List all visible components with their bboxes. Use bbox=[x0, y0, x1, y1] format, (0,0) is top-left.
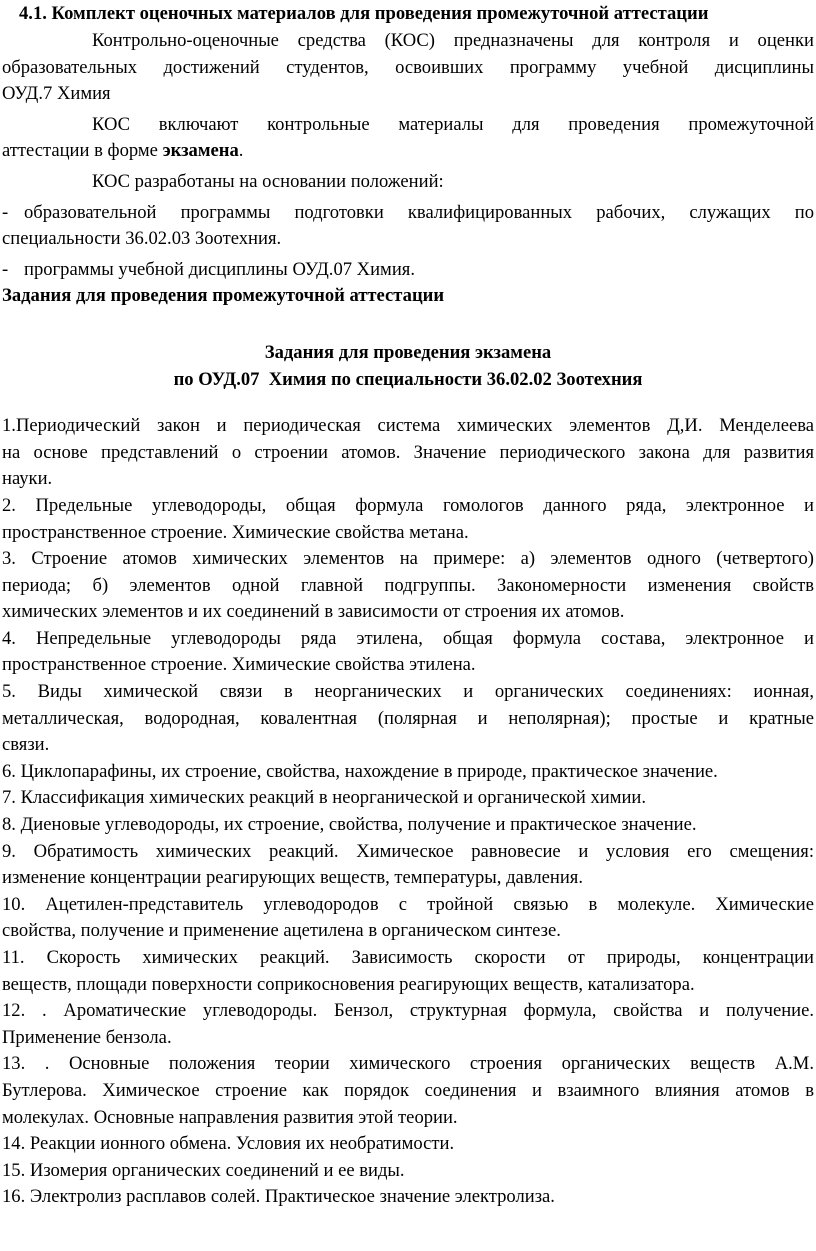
basis-item-2-text: программы учебной дисциплины ОУД.07 Химия. bbox=[24, 258, 415, 280]
exam-question-line: 16. Электролиз расплавов солей. Практическое значение электролиза. bbox=[2, 1186, 555, 1208]
exam-question-5 bbox=[2, 679, 814, 759]
exam-question-7 bbox=[2, 785, 814, 812]
exam-question-line: 8. Диеновые углеводороды, их строение, свойства, получение и практическое значение. bbox=[2, 814, 697, 836]
exam-question-line: на основе представлений о строении атомов. Значение периодического закона для развития bbox=[2, 441, 814, 463]
exam-question-line: Применение бензола. bbox=[2, 1026, 172, 1048]
basis-item-1-line-2: специальности 36.02.03 Зоотехния. bbox=[2, 228, 282, 250]
exam-question-9 bbox=[2, 839, 814, 892]
intro-paragraph-1-line-3: ОУД.7 Химия bbox=[2, 83, 111, 105]
exam-question-line: 2. Предельные углеводороды, общая формула гомологов данного ряда, электронное и bbox=[2, 494, 814, 516]
exam-title-line-2: по ОУД.07 Химия по специальности 36.02.02 Зоотехния bbox=[173, 368, 643, 390]
exam-question-line: изменение концентрации реагирующих веществ, температуры, давления. bbox=[2, 867, 583, 889]
intro-paragraph-2-line-2 bbox=[2, 138, 814, 165]
exam-question-line: 6. Циклопарафины, их строение, свойства, нахождение в природе, практическое значение. bbox=[2, 760, 718, 782]
exam-question-line: 1.Периодический закон и периодическая система химических элементов Д,И. Менделеева bbox=[2, 415, 814, 437]
basis-item-1-line-1 bbox=[2, 200, 814, 227]
exam-question-line: 3. Строение атомов химических элементов на примере: а) элементов одного (четвертого) bbox=[2, 548, 814, 570]
exam-question-15 bbox=[2, 1158, 814, 1185]
exam-question-line: металлическая, водородная, ковалентная (полярная и неполярная); простые и кратные bbox=[2, 707, 814, 729]
exam-question-line: 14. Реакции ионного обмена. Условия их необратимости. bbox=[2, 1133, 455, 1155]
dash-marker: - bbox=[2, 201, 9, 223]
exam-question-3 bbox=[2, 546, 814, 626]
dash-marker: - bbox=[2, 258, 9, 280]
document-title: 4.1. Комплект оценочных материалов для проведения промежуточной аттестации bbox=[19, 3, 709, 24]
exam-questions-list bbox=[2, 413, 814, 1211]
exam-question-14 bbox=[2, 1131, 814, 1158]
exam-question-line: 5. Виды химической связи в неорганических и органических соединениях: ионная, bbox=[2, 681, 814, 703]
exam-question-1 bbox=[2, 413, 814, 493]
exam-question-line: свойства, получение и применение ацетилена в органическом синтезе. bbox=[2, 920, 561, 942]
exam-question-line: 10. Ацетилен-представитель углеводородов с тройной связью в молекуле. Химические bbox=[2, 893, 814, 915]
exam-question-4 bbox=[2, 626, 814, 679]
exam-question-line: 15. Изомерия органических соединений и ее виды. bbox=[2, 1159, 405, 1181]
exam-question-line: 7. Классификация химических реакций в неорганической и органической химии. bbox=[2, 787, 647, 809]
exam-question-line: Бутлерова. Химическое строение как порядок соединения и взаимного влияния атомов в bbox=[2, 1079, 814, 1101]
intro-paragraph-1-line-2: образовательных достижений студентов, освоивших программу учебной дисциплины bbox=[2, 56, 814, 78]
exam-question-line: молекулах. Основные направления развития этой теории. bbox=[2, 1106, 458, 1128]
exam-question-12 bbox=[2, 998, 814, 1051]
exam-question-16 bbox=[2, 1184, 814, 1211]
exam-form-label: экзамена bbox=[162, 140, 239, 162]
intro-paragraph-2-line-1: КОС включают контрольные материалы для проведения промежуточной bbox=[92, 113, 814, 135]
intro-paragraph-2-text: аттестации в форме bbox=[2, 140, 163, 162]
intro-paragraph-1-line-1: Контрольно-оценочные средства (КОС) предназначены для контроля и оценки bbox=[92, 30, 814, 51]
exam-question-line: связи. bbox=[2, 734, 50, 756]
exam-question-13 bbox=[2, 1051, 814, 1131]
exam-question-line: 12. . Ароматические углеводороды. Бензол, структурная формула, свойства и получение. bbox=[2, 1000, 814, 1022]
exam-question-line: 11. Скорость химических реакций. Зависимость скорости от природы, концентрации bbox=[2, 947, 814, 968]
exam-question-line: периода; б) элементов одной главной подгруппы. Закономерности изменения свойств bbox=[2, 574, 814, 596]
basis-item-2 bbox=[2, 257, 814, 284]
section-title: Задания для проведения промежуточной аттестации bbox=[2, 285, 445, 307]
exam-question-10 bbox=[2, 892, 814, 945]
intro-paragraph-3: КОС разработаны на основании положений: bbox=[92, 170, 444, 192]
exam-question-8 bbox=[2, 812, 814, 839]
exam-question-line: веществ, площади поверхности соприкосновения реагирующих веществ, катализатора. bbox=[2, 973, 695, 995]
exam-question-line: науки. bbox=[2, 468, 53, 490]
exam-question-11 bbox=[2, 945, 814, 998]
exam-question-line: пространственное строение. Химические свойства метана. bbox=[2, 521, 469, 543]
exam-title-line-1: Задания для проведения экзамена bbox=[264, 341, 552, 363]
exam-question-line: химических элементов и их соединений в зависимости от строения их атомов. bbox=[2, 601, 625, 623]
exam-question-line: 9. Обратимость химических реакций. Химическое равновесие и условия его смещения: bbox=[2, 840, 814, 862]
basis-item-1-text: образовательной программы подготовки квалифицированных рабочих, служащих по bbox=[24, 201, 814, 223]
exam-question-2 bbox=[2, 493, 814, 546]
exam-question-line: 4. Непредельные углеводороды ряда этилена, общая формула состава, электронное и bbox=[2, 627, 814, 649]
document-page bbox=[2, 0, 814, 1211]
exam-question-line: пространственное строение. Химические свойства этилена. bbox=[2, 654, 476, 676]
exam-question-line: 13. . Основные положения теории химического строения органических веществ А.М. bbox=[2, 1053, 814, 1075]
exam-question-6 bbox=[2, 759, 814, 786]
intro-paragraph-2-period: . bbox=[238, 140, 244, 162]
